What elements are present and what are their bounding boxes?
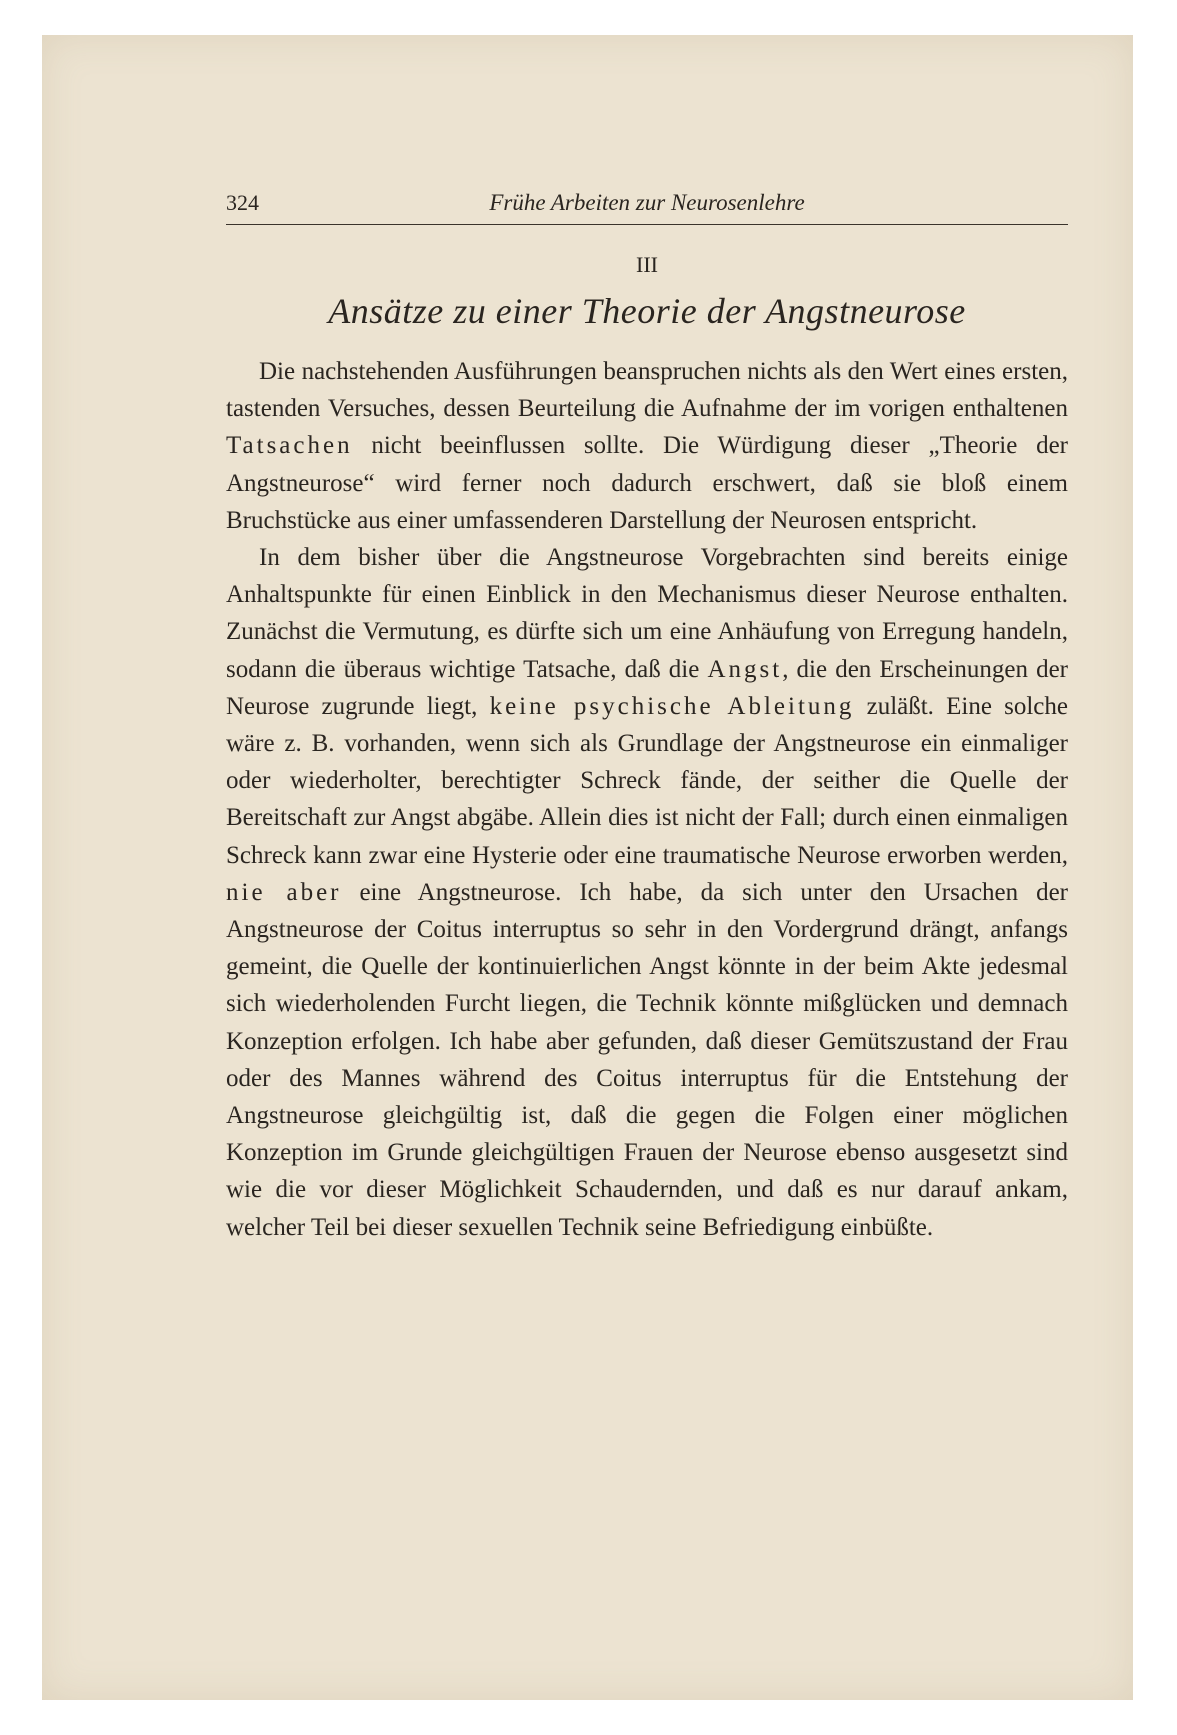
text-span: zuläßt. Eine solche wäre z. B. vorhanden, wenn sich als Grundlage der Angstneurose ein einmaliger oder wiederholter, berechtigter Schreck fände, der seither die Quelle der Bereitschaft zur Angst abgäbe. Allein dies ist nicht der Fall; durch einen einmaligen Schreck kann zwar eine Hysterie oder eine traumatische Neurose erworben werden, xyxy=(226,692,1068,869)
emphasis-span: keine psychische Ableitung xyxy=(489,692,855,720)
paragraph-1 xyxy=(226,353,1068,539)
emphasis-span: Angst xyxy=(707,655,783,683)
body-text xyxy=(226,353,1068,1246)
chapter-title: Ansätze zu einer Theorie der Angstneurose xyxy=(328,291,966,331)
text-span: Die nachstehenden Ausführungen beanspruchen nichts als den Wert eines ersten, tastenden Versuches, dessen Beurteilung die Aufnahme der im vorigen enthaltenen xyxy=(226,358,1068,423)
chapter-number: III xyxy=(636,252,658,277)
text-span: , die den Erscheinungen der Neurose zugrunde liegt, xyxy=(226,655,1068,720)
page-number: 324 xyxy=(226,190,259,215)
paragraph-2 xyxy=(226,539,1068,1246)
text-span: nicht beeinflussen sollte. Die Würdigung dieser „Theorie der Angstneurose“ wird ferner noch dadurch erschwert, daß sie bloß einem Bruchstücke aus einer umfassenderen Darstellung der Neurosen entspricht. xyxy=(226,432,1068,534)
text-span: eine Angstneurose. Ich habe, da sich unter den Ursachen der Angstneurose der Coitus interruptus so sehr in den Vordergrund drängt, anfangs gemeint, die Quelle der kontinuierlichen Angst könnte in der beim Akte jedesmal sich wiederholenden Furcht liegen, die Technik könnte mißglücken und demnach Konzeption erfolgen. Ich habe aber gefunden, daß dieser Gemütszustand der Frau oder des Mannes während des Coitus interruptus für die Entstehung der Angstneurose gleichgültig ist, daß die gegen die Folgen einer möglichen Konzeption im Grunde gleichgültigen Frauen der Neurose ebenso ausgesetzt sind wie die vor dieser Möglichkeit Schaudernden, und daß es nur darauf ankam, welcher Teil bei dieser sexuellen Technik seine Befriedigung einbüßte. xyxy=(226,878,1069,1241)
running-head xyxy=(226,190,1068,225)
running-title: Frühe Arbeiten zur Neurosenlehre xyxy=(489,190,805,215)
text-span: In dem bisher über die Angstneurose Vorgebrachten sind bereits einige Anhaltspunkte für einen Einblick in den Mechanismus dieser Neurose enthalten. Zunächst die Vermutung, es dürfte sich um eine Anhäufung von Erregung handeln, sodann die überaus wichtige Tatsache, daß die xyxy=(226,544,1068,683)
emphasis-span: Tatsachen xyxy=(226,432,353,460)
emphasis-span: nie aber xyxy=(226,878,342,906)
